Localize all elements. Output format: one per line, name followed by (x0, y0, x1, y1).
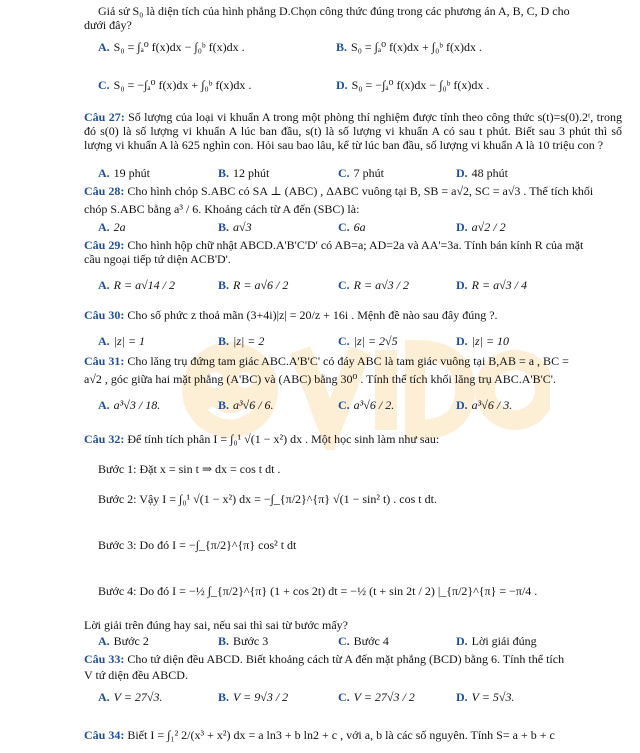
option-label: C. (98, 78, 110, 92)
prev-option-c[interactable] (98, 78, 251, 92)
option-label: B. (218, 398, 230, 412)
prev-question-text-2: dưới đây? (84, 18, 132, 32)
option-text: V = 9√3 / 2 (233, 690, 289, 704)
option-text: R = a√14 / 2 (113, 278, 176, 292)
q31-option-d[interactable] (456, 398, 512, 412)
question-text-1: Cho hình chóp S.ABC có SA ⊥ (ABC) , ΔABC vuông tại B, SB = a√2, SC = a√3 . Thể tích khối (127, 184, 594, 198)
option-text: R = a√3 / 4 (471, 278, 528, 292)
question-label: Câu 33: (84, 652, 125, 666)
q28-option-a[interactable] (98, 220, 126, 234)
q28-option-d[interactable] (456, 220, 506, 234)
option-label: B. (218, 690, 230, 704)
q29-option-b[interactable] (218, 278, 288, 292)
option-text: |z| = 1 (113, 334, 146, 348)
q30-option-c[interactable] (338, 334, 398, 348)
option-text: a³√3 / 18. (113, 398, 161, 412)
q29-option-d[interactable] (456, 278, 527, 292)
prev-option-b[interactable] (336, 40, 482, 54)
question-28-text-2: chóp S.ABC bằng a³ / 6. Khoảng cách từ A đến (SBC) là: (84, 202, 360, 216)
question-text-1: Cho hình hộp chữ nhật ABCD.A'B'C'D' có AB=a; AD=2a và AA'=3a. Tính bán kính R của mặt (127, 238, 584, 252)
option-label: B. (218, 634, 230, 648)
option-text: a√2 / 2 (471, 220, 506, 234)
option-label: A. (98, 220, 110, 234)
question-label: Câu 28: (84, 184, 125, 198)
option-label: A. (98, 690, 110, 704)
option-text: 19 phút (113, 166, 151, 180)
q32-step-2: Bước 2: Vậy I = ∫₀¹ √(1 − x²) dx = −∫_{π/2}^{π} √(1 − sin² t) . cos t dt. (98, 492, 437, 506)
option-label: D. (456, 634, 468, 648)
question-33 (84, 652, 622, 666)
q28-option-b[interactable] (218, 220, 252, 234)
question-29-text-2: cầu ngoại tiếp tứ diện ACB'D'. (84, 252, 231, 266)
option-text: |z| = 2 (233, 334, 265, 348)
option-label: D. (456, 690, 468, 704)
option-text: Lời giải đúng (471, 634, 537, 648)
option-text: R = a√6 / 2 (233, 278, 289, 292)
q31-option-b[interactable] (218, 398, 274, 412)
question-text-1: Cho lăng trụ đứng tam giác ABC.A'B'C' có đáy ABC là tam giác vuông tại B,AB = a , BC = (127, 354, 569, 368)
option-text: a³√6 / 2. (353, 398, 395, 412)
prev-option-a[interactable] (98, 40, 245, 54)
question-label: Câu 32: (84, 432, 125, 446)
question-29 (84, 238, 622, 252)
q33-option-c[interactable] (338, 690, 415, 704)
q32-question: Lời giải trên đúng hay sai, nếu sai thì sai từ bước mấy? (84, 618, 348, 632)
option-label: A. (98, 634, 110, 648)
option-label: A. (98, 166, 110, 180)
option-text: Bước 3 (233, 634, 269, 648)
option-text: S₀ = ∫ₐ⁰ f(x)dx + ∫₀ᵇ f(x)dx . (351, 40, 482, 54)
q31-option-c[interactable] (338, 398, 394, 412)
option-text: a³√6 / 3. (471, 398, 513, 412)
question-label: Câu 27: (84, 110, 125, 124)
option-text: 7 phút (353, 166, 385, 180)
option-label: B. (218, 334, 230, 348)
option-label: A. (98, 40, 110, 54)
question-text: Biết I = ∫₁² 2/(x³ + x²) dx = a ln3 + b ln2 + c , với a, b là các số nguyên. Tính S= a + b + c (127, 728, 555, 742)
q33-option-d[interactable] (456, 690, 514, 704)
q30-option-d[interactable] (456, 334, 509, 348)
question-label: Câu 30: (84, 308, 125, 322)
option-text: R = a√3 / 2 (353, 278, 410, 292)
option-text: a³√6 / 6. (233, 398, 274, 412)
option-label: B. (218, 278, 230, 292)
option-label: A. (98, 334, 110, 348)
question-label: Câu 29: (84, 238, 125, 252)
option-text: 12 phút (233, 166, 270, 180)
question-33-text-2: V tứ diện đều ABCD. (84, 668, 188, 682)
option-label: B. (336, 40, 348, 54)
option-label: D. (456, 278, 468, 292)
option-text: |z| = 10 (471, 334, 510, 348)
option-text: Bước 4 (353, 634, 389, 648)
q32-step-1: Bước 1: Đặt x = sin t ⇒ dx = cos t dt . (98, 462, 281, 476)
option-label: D. (336, 78, 348, 92)
prev-option-d[interactable] (336, 78, 489, 92)
question-label: Câu 31: (84, 354, 125, 368)
question-30 (84, 308, 622, 322)
question-text-1: Cho tứ diện đều ABCD. Biết khoảng cách từ A đến mặt phẳng (BCD) bằng 6. Tính thể tích (127, 652, 565, 666)
option-label: B. (218, 220, 230, 234)
question-27 (84, 110, 622, 152)
q29-option-c[interactable] (338, 278, 409, 292)
q31-option-a[interactable] (98, 398, 160, 412)
q27-option-d[interactable] (456, 166, 508, 180)
q33-option-a[interactable] (98, 690, 162, 704)
option-label: C. (338, 166, 350, 180)
option-label: D. (456, 220, 468, 234)
q32-step-3: Bước 3: Do đó I = −∫_{π/2}^{π} cos² t dt (98, 538, 297, 552)
q33-option-b[interactable] (218, 690, 288, 704)
option-text: V = 5√3. (471, 690, 515, 704)
question-31-text-2: a√2 , góc giữa hai mặt phẳng (A'BC) và (ABC) bằng 30⁰ . Tính thể tích khối lăng trụ ABC.A'B'C'. (84, 372, 556, 386)
question-text: Số lượng của loại vi khuẩn A trong một phòng thí nghiệm được tính theo công thức s(t)=s(0).2ᵗ, trong đó s(0) là số lượng vi khuẩn A lúc ban đầu, s(t) là số lượng vi khuẩn A có sau t phút. Biết sau 3 phút thì số lượng vi khuẩn A là 625 nghìn con. Hỏi sau bao lâu, kể từ lúc ban đầu, số lượng vi khuẩn A là 10 triệu con ? (84, 110, 623, 152)
option-text: Bước 2 (113, 634, 149, 648)
q32-step-4: Bước 4: Do đó I = −½ ∫_{π/2}^{π} (1 + cos 2t) dt = −½ (t + sin 2t / 2) |_{π/2}^{π} = −π/4 . (98, 584, 538, 598)
option-label: D. (456, 398, 468, 412)
option-text: a√3 (233, 220, 252, 234)
question-label: Câu 34: (84, 728, 125, 742)
prev-question-text-1: Giả sử S₀ là diện tích của hình phẳng D.Chọn công thức đúng trong các phương án A, B, C, D cho (98, 4, 570, 18)
option-label: C. (338, 278, 350, 292)
option-label: B. (218, 166, 230, 180)
question-34 (84, 728, 622, 742)
q27-option-c[interactable] (338, 166, 384, 180)
option-text: V = 27√3 / 2 (353, 690, 415, 704)
option-text: V = 27√3. (113, 690, 163, 704)
option-text: 48 phút (471, 166, 509, 180)
q32-option-c[interactable] (338, 634, 389, 648)
option-label: A. (98, 278, 110, 292)
option-label: C. (338, 690, 350, 704)
question-text: Cho số phức z thoả mãn (3+4i)|z| = 20/z + 16i . Mệnh đề nào sau đây đúng ?. (127, 308, 498, 322)
option-label: D. (456, 166, 468, 180)
q30-option-a[interactable] (98, 334, 145, 348)
option-label: C. (338, 334, 350, 348)
question-28 (84, 184, 622, 198)
q32-option-b[interactable] (218, 634, 268, 648)
q32-option-a[interactable] (98, 634, 149, 648)
q32-option-d[interactable] (456, 634, 537, 648)
question-32 (84, 432, 622, 446)
option-text: 6a (353, 220, 366, 234)
q30-option-b[interactable] (218, 334, 264, 348)
q29-option-a[interactable] (98, 278, 175, 292)
option-text: S₀ = ∫ₐ⁰ f(x)dx − ∫₀ᵇ f(x)dx . (113, 40, 245, 54)
q27-option-b[interactable] (218, 166, 269, 180)
option-text: S₀ = −∫ₐ⁰ f(x)dx + ∫₀ᵇ f(x)dx . (113, 78, 252, 92)
option-text: 2a (113, 220, 126, 234)
option-label: C. (338, 220, 350, 234)
q27-option-a[interactable] (98, 166, 150, 180)
option-label: C. (338, 398, 350, 412)
question-text: Để tính tích phân I = ∫₀¹ √(1 − x²) dx . Một học sinh làm như sau: (127, 432, 440, 446)
option-text: S₀ = −∫ₐ⁰ f(x)dx − ∫₀ᵇ f(x)dx . (351, 78, 490, 92)
q28-option-c[interactable] (338, 220, 366, 234)
option-label: A. (98, 398, 110, 412)
question-31 (84, 354, 622, 368)
option-text: |z| = 2√5 (353, 334, 398, 348)
option-label: C. (338, 634, 350, 648)
option-label: D. (456, 334, 468, 348)
